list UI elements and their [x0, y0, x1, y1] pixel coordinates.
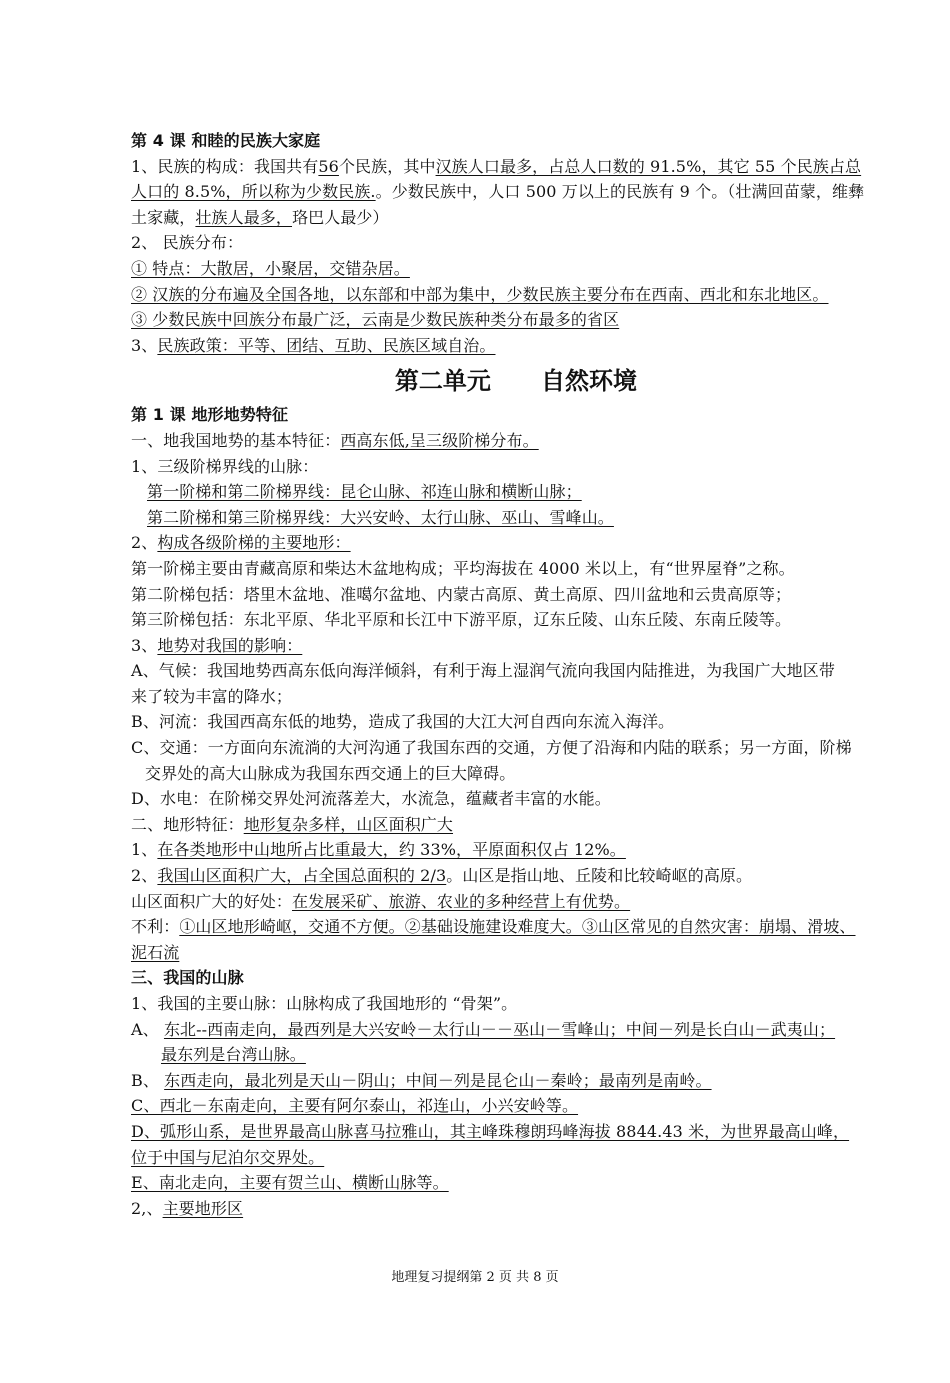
- lesson1-line-16: 二、地形特征：地形复杂多样，山区面积广大: [131, 814, 454, 834]
- lesson4-line-5: ① 特点：大散居，小聚居，交错杂居。: [131, 258, 410, 278]
- lesson4-line-1: 1、民族的构成：我国共有56个民族，其中汉族人口最多，占总人口数的 91.5%，其它 55 个民族占总: [131, 156, 862, 176]
- lesson1-title: 第 1 课 地形地势特征: [131, 405, 289, 425]
- lesson1-line-6: 第一阶梯主要由青藏高原和柴达木盆地构成；平均海拔在 4000 米以上，有“世界屋脊”之称。: [131, 558, 795, 578]
- lesson1-line-4: 第二阶梯和第三阶梯界线：大兴安岭、太行山脉、巫山、雪峰山。: [147, 507, 614, 527]
- mountains-line-5: C、西北－东南走向，主要有阿尔泰山，祁连山，小兴安岭等。: [131, 1096, 579, 1116]
- lesson1-line-2: 1、三级阶梯界线的山脉：: [131, 456, 319, 476]
- mountains-line-4: B、 东西走向，最北列是天山－阴山；中间－列是昆仑山－秦岭；最南列是南岭。: [131, 1070, 712, 1090]
- lesson4-line-3: 土家藏，壮族人最多，珞巴人最少）: [131, 207, 389, 227]
- lesson1-line-7: 第二阶梯包括：塔里木盆地、准噶尔盆地、内蒙古高原、黄土高原、四川盆地和云贵高原等；: [131, 584, 792, 604]
- lesson1-line-19: 山区面积广大的好处：在发展采矿、旅游、农业的多种经营上有优势。: [131, 891, 631, 911]
- lesson1-line-14: 交界处的高大山脉成为我国东西交通上的巨大障碍。: [145, 763, 516, 783]
- lesson1-line-13: C、交通：一方面向东流淌的大河沟通了我国东西的交通，方便了沿海和内陆的联系；另一方面，阶梯: [131, 738, 852, 758]
- mountains-line-2: A、 东北--西南走向，最西列是大兴安岭－太行山－－巫山－雪峰山；中间－列是长白山－武夷山；: [131, 1019, 836, 1039]
- lesson1-line-3: 第一阶梯和第二阶梯界线：昆仑山脉、祁连山脉和横断山脉；: [147, 482, 582, 502]
- page-footer: 地理复习提纲第 2 页 共 8 页: [391, 1270, 559, 1285]
- lesson1-line-18: 2、我国山区面积广大，占全国总面积的 2/3。山区是指山地、丘陵和比较崎岖的高原。: [131, 866, 753, 886]
- lesson1-line-15: D、水电：在阶梯交界处河流落差大，水流急，蕴藏者丰富的水能。: [131, 789, 611, 809]
- lesson4-line-8: 3、民族政策：平等、团结、互助、民族区域自治。: [131, 335, 496, 355]
- lesson4-line-7: ③ 少数民族中回族分布最广泛，云南是少数民族种类分布最多的省区: [131, 310, 620, 330]
- mountains-line-9: 2,、主要地形区: [131, 1198, 244, 1218]
- lesson1-line-21: 泥石流: [131, 942, 180, 962]
- lesson4-line-2: 人口的 8.5%，所以称为少数民族.。少数民族中，人口 500 万以上的民族有 9 个。（壮满回苗蒙，维彝: [131, 182, 865, 202]
- lesson1-line-8: 第三阶梯包括：东北平原、华北平原和长江中下游平原，辽东丘陵、山东丘陵、东南丘陵等。: [131, 610, 792, 630]
- lesson1-line-1: 一、地我国地势的基本特征：西高东低,呈三级阶梯分布。: [131, 430, 539, 450]
- mountains-title: 三、我国的山脉: [131, 968, 244, 988]
- lesson1-line-20: 不利：①山区地形崎岖，交通不方便。②基础设施建设难度大。③山区常见的自然灾害：崩塌、滑坡、: [131, 917, 856, 937]
- lesson1-line-12: B、河流：我国西高东低的地势，造成了我国的大江大河自西向东流入海洋。: [131, 712, 675, 732]
- unit-title: 第二单元 自然环境: [394, 367, 638, 396]
- mountains-line-6: D、弧形山系，是世界最高山脉喜马拉雅山，其主峰珠穆朗玛峰海拔 8844.43 米，为世界最高山峰，: [131, 1121, 850, 1141]
- lesson1-line-11: 来了较为丰富的降水；: [131, 686, 293, 706]
- lesson1-line-10: A、气候：我国地势西高东低向海洋倾斜，有利于海上湿润气流向我国内陆推进，为我国广大地区带: [131, 661, 835, 681]
- mountains-line-3: 最东列是台湾山脉。: [161, 1045, 306, 1065]
- lesson4-line-6: ② 汉族的分布遍及全国各地，以东部和中部为集中，少数民族主要分布在西南、西北和东北地区。: [131, 284, 829, 304]
- lesson1-line-5: 2、构成各级阶梯的主要地形：: [131, 533, 351, 553]
- lesson1-line-17: 1、在各类地形中山地所占比重最大，约 33%，平原面积仅占 12%。: [131, 840, 626, 860]
- document-body: [131, 128, 901, 1221]
- lesson4-title: 第 4 课 和睦的民族大家庭: [131, 131, 321, 150]
- mountains-line-1: 1、我国的主要山脉：山脉构成了我国地形的 “骨架”。: [131, 994, 518, 1013]
- lesson1-line-9: 3、地势对我国的影响：: [131, 635, 303, 655]
- lesson4-line-4: 2、 民族分布：: [131, 233, 244, 253]
- mountains-line-7: 位于中国与尼泊尔交界处。: [131, 1147, 325, 1167]
- mountains-line-8: E、南北走向，主要有贺兰山、横断山脉等。: [131, 1173, 449, 1193]
